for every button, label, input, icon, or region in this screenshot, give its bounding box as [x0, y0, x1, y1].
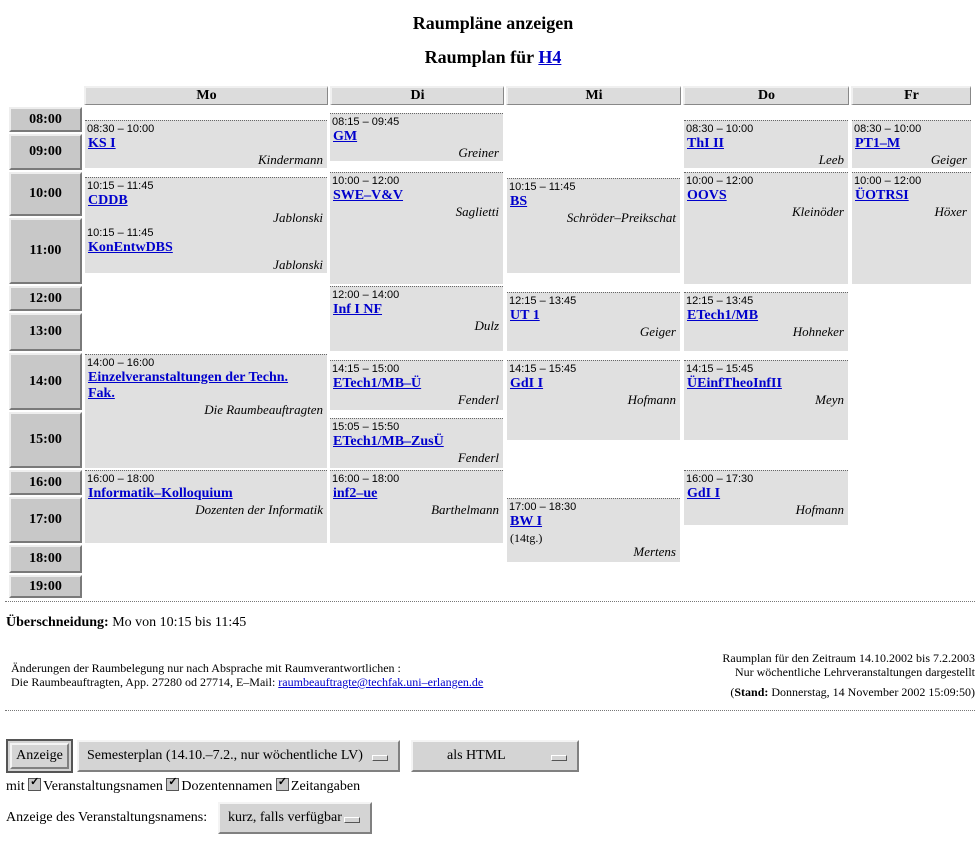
hour-10: 10:00 — [9, 172, 82, 216]
event-time: 08:30 – 10:00 — [686, 123, 754, 135]
event-time: 10:15 – 11:45 — [87, 180, 154, 192]
event-cell — [852, 120, 971, 168]
event-link[interactable]: ETech1/MB–ZusÜ — [333, 434, 444, 449]
event-lecturer: Geiger — [639, 324, 676, 339]
hour-19: 19:00 — [9, 575, 82, 598]
event-lecturer: Schröder–Preikschat — [566, 210, 676, 225]
event-time: 16:00 – 18:00 — [332, 473, 400, 485]
event-link[interactable]: BS — [510, 194, 528, 209]
cb-events-label: Veranstaltungsnamen — [43, 779, 163, 794]
overlap-text: Mo von 10:15 bis 11:45 — [112, 615, 247, 630]
event-cell — [507, 178, 680, 273]
hour-11: 11:00 — [9, 218, 82, 284]
event-lecturer: Fenderl — [457, 392, 499, 407]
notice-line1: Änderungen der Raumbelegung nur nach Absprache mit Raumverantwortlichen : — [11, 661, 401, 675]
event-link[interactable]: CDDB — [88, 193, 128, 208]
event-cell — [330, 286, 503, 351]
event-link[interactable]: BW I — [510, 514, 543, 529]
event-link[interactable]: ThI II — [687, 136, 724, 151]
day-header-do: Do — [683, 86, 849, 105]
event-link[interactable]: ÜEinfTheoInfII — [687, 376, 782, 391]
event-lecturer: Hohneker — [792, 324, 844, 339]
event-time: 10:00 – 12:00 — [854, 175, 922, 187]
checkbox-event-names[interactable] — [28, 778, 41, 791]
room-link[interactable]: H4 — [538, 47, 562, 67]
event-note: (14tg.) — [510, 531, 543, 545]
checkbox-times[interactable] — [276, 778, 289, 791]
day-header-mi: Mi — [506, 86, 681, 105]
event-link[interactable]: OOVS — [687, 188, 727, 203]
event-link[interactable]: GdI I — [687, 486, 721, 501]
hour-18: 18:00 — [9, 545, 82, 573]
period-info: Raumplan für den Zeitraum 14.10.2002 bis 7.2.2003 Nur wöchentliche Lehrveranstaltungen dargestellt (Stand: Donnerstag, 14 November 2002 15:09:50) — [555, 651, 975, 699]
event-cell — [330, 113, 503, 161]
notice-line2: Die Raumbeauftragten, App. 27280 od 27714, E–Mail: — [11, 675, 276, 689]
event-cell — [684, 292, 848, 351]
event-lecturer: Hofmann — [795, 502, 844, 517]
event-lecturer: Hofmann — [627, 392, 676, 407]
period-text: Raumplan für den Zeitraum 14.10.2002 bis 7.2.2003 — [722, 651, 975, 665]
weekly-text: Nur wöchentliche Lehrveranstaltungen dargestellt — [734, 665, 975, 679]
event-time: 12:15 – 13:45 — [509, 295, 577, 307]
hour-14: 14:00 — [9, 353, 82, 410]
cb-lecturers-label: Dozentennamen — [181, 779, 273, 794]
hour-13: 13:00 — [9, 313, 82, 351]
day-header-fr: Fr — [851, 86, 971, 105]
event-link[interactable]: ETech1/MB–Ü — [333, 376, 422, 391]
event-time: 08:30 – 10:00 — [87, 123, 155, 135]
stand-label: Stand: — [734, 685, 769, 699]
event-link[interactable]: GM — [333, 129, 358, 144]
event-time: 10:15 – 11:45 — [509, 181, 576, 193]
page-title: Raumpläne anzeigen — [412, 13, 574, 33]
event-time: 17:00 – 18:30 — [509, 501, 577, 513]
check-icon: ✓ — [277, 776, 288, 788]
event-cell — [330, 172, 503, 284]
event-link[interactable]: inf2–ue — [333, 486, 378, 501]
event-lecturer: Leeb — [818, 152, 844, 167]
event-cell — [507, 360, 680, 440]
event-time: 16:00 – 18:00 — [87, 473, 155, 485]
event-cell — [852, 172, 971, 284]
show-button[interactable]: Anzeige — [10, 743, 69, 769]
name-select-value: kurz, falls verfügbar — [228, 810, 342, 825]
event-cell — [684, 120, 848, 168]
check-icon: ✓ — [168, 776, 178, 788]
event-lecturer: Jablonski — [273, 210, 323, 225]
hour-08: 08:00 — [9, 107, 82, 132]
event-time: 08:15 – 09:45 — [332, 116, 400, 128]
hour-09: 09:00 — [9, 134, 82, 170]
event-time: 16:00 – 17:30 — [686, 473, 754, 485]
dropdown-arrow-icon — [372, 755, 388, 761]
mit-label: mit — [6, 779, 25, 794]
event-time: 10:00 – 12:00 — [686, 175, 754, 187]
event-cell — [330, 418, 503, 468]
dropdown-arrow-icon — [344, 817, 360, 823]
event-lecturer: Kindermann — [258, 152, 323, 167]
display-options — [6, 778, 360, 795]
event-lecturer: Dulz — [474, 318, 499, 333]
event-lecturer: Saglietti — [455, 204, 499, 219]
event-time: 14:15 – 15:45 — [509, 363, 577, 375]
event-link[interactable]: ÜOTRSI — [855, 188, 909, 203]
room-heading-prefix: Raumplan für — [424, 47, 534, 67]
hour-12: 12:00 — [9, 286, 82, 311]
event-cell — [330, 470, 503, 543]
event-time: 12:15 – 13:45 — [686, 295, 754, 307]
event-cell — [684, 470, 848, 525]
event-cell — [507, 292, 680, 351]
overlap-info — [6, 615, 246, 631]
separator — [5, 601, 975, 602]
show-button-frame — [6, 739, 73, 773]
event-lecturer: Höxer — [934, 204, 967, 219]
event-lecturer: Dozenten der Informatik — [195, 502, 323, 517]
event-cell — [85, 177, 327, 273]
event-cell — [684, 172, 848, 284]
event-link[interactable]: KonEntwDBS — [88, 240, 173, 255]
event-link[interactable]: UT 1 — [510, 308, 540, 323]
event-link[interactable]: ETech1/MB — [687, 308, 759, 323]
event-cell — [684, 360, 848, 440]
event-time: 14:15 – 15:00 — [332, 363, 400, 375]
event-cell — [507, 498, 680, 562]
event-cell — [85, 470, 327, 543]
event-time: 08:30 – 10:00 — [854, 123, 922, 135]
event-cell — [330, 360, 503, 410]
day-header-mo: Mo — [84, 86, 328, 105]
event-lecturer: Die Raumbeauftragten — [204, 402, 323, 417]
check-icon: ✓ — [30, 776, 40, 788]
event-lecturer: Fenderl — [457, 450, 499, 465]
event-lecturer: Meyn — [815, 392, 844, 407]
overlap-label: Überschneidung: — [6, 615, 109, 630]
event-time: 10:00 – 12:00 — [332, 175, 400, 187]
cb-times-label: Zeitangaben — [290, 779, 361, 794]
hour-16: 16:00 — [9, 470, 82, 495]
event-link[interactable]: Einzelveranstaltungen der Techn. Fak. — [88, 370, 289, 401]
plan-select-value: Semesterplan (14.10.–7.2., nur wöchentliche LV) — [87, 748, 363, 763]
separator — [5, 710, 975, 711]
name-select[interactable] — [218, 802, 372, 834]
event-link[interactable]: PT1–M — [855, 136, 901, 151]
event-link[interactable]: Informatik–Kolloquium — [88, 486, 233, 501]
event-cell — [85, 354, 327, 468]
event-link[interactable]: GdI I — [510, 376, 544, 391]
event-link[interactable]: SWE–V&V — [333, 188, 404, 203]
stand-date: Donnerstag, 14 November 2002 15:09:50 — [771, 685, 971, 699]
event-cell — [85, 120, 327, 168]
event-link[interactable]: Inf I NF — [333, 302, 383, 317]
format-select-value: als HTML — [447, 748, 506, 763]
event-time: 12:00 – 14:00 — [332, 289, 400, 301]
notice — [11, 661, 483, 689]
event-link[interactable]: KS I — [88, 136, 116, 151]
event-lecturer: Jablonski — [273, 257, 323, 272]
event-lecturer: Geiger — [930, 152, 967, 167]
format-select[interactable] — [411, 740, 579, 772]
event-time: 14:15 – 15:45 — [686, 363, 754, 375]
day-header-di: Di — [330, 86, 504, 105]
event-lecturer: Mertens — [633, 544, 676, 559]
email-link[interactable]: raumbeauftragte@techfak.uni–erlangen.de — [278, 675, 484, 689]
hour-17: 17:00 — [9, 497, 82, 543]
checkbox-lecturer-names[interactable] — [166, 778, 179, 791]
event-time: 14:00 – 16:00 — [87, 357, 155, 369]
plan-select[interactable] — [77, 740, 400, 772]
event-time: 10:15 – 11:45 — [87, 227, 154, 239]
dropdown-arrow-icon — [551, 755, 567, 761]
event-time: 15:05 – 15:50 — [332, 421, 400, 433]
event-lecturer: Greiner — [458, 145, 499, 160]
event-lecturer: Barthelmann — [431, 502, 499, 517]
name-label: Anzeige des Veranstaltungsnamens: — [6, 810, 208, 825]
room-heading — [0, 47, 977, 68]
hour-15: 15:00 — [9, 412, 82, 468]
event-lecturer: Kleinöder — [792, 204, 844, 219]
